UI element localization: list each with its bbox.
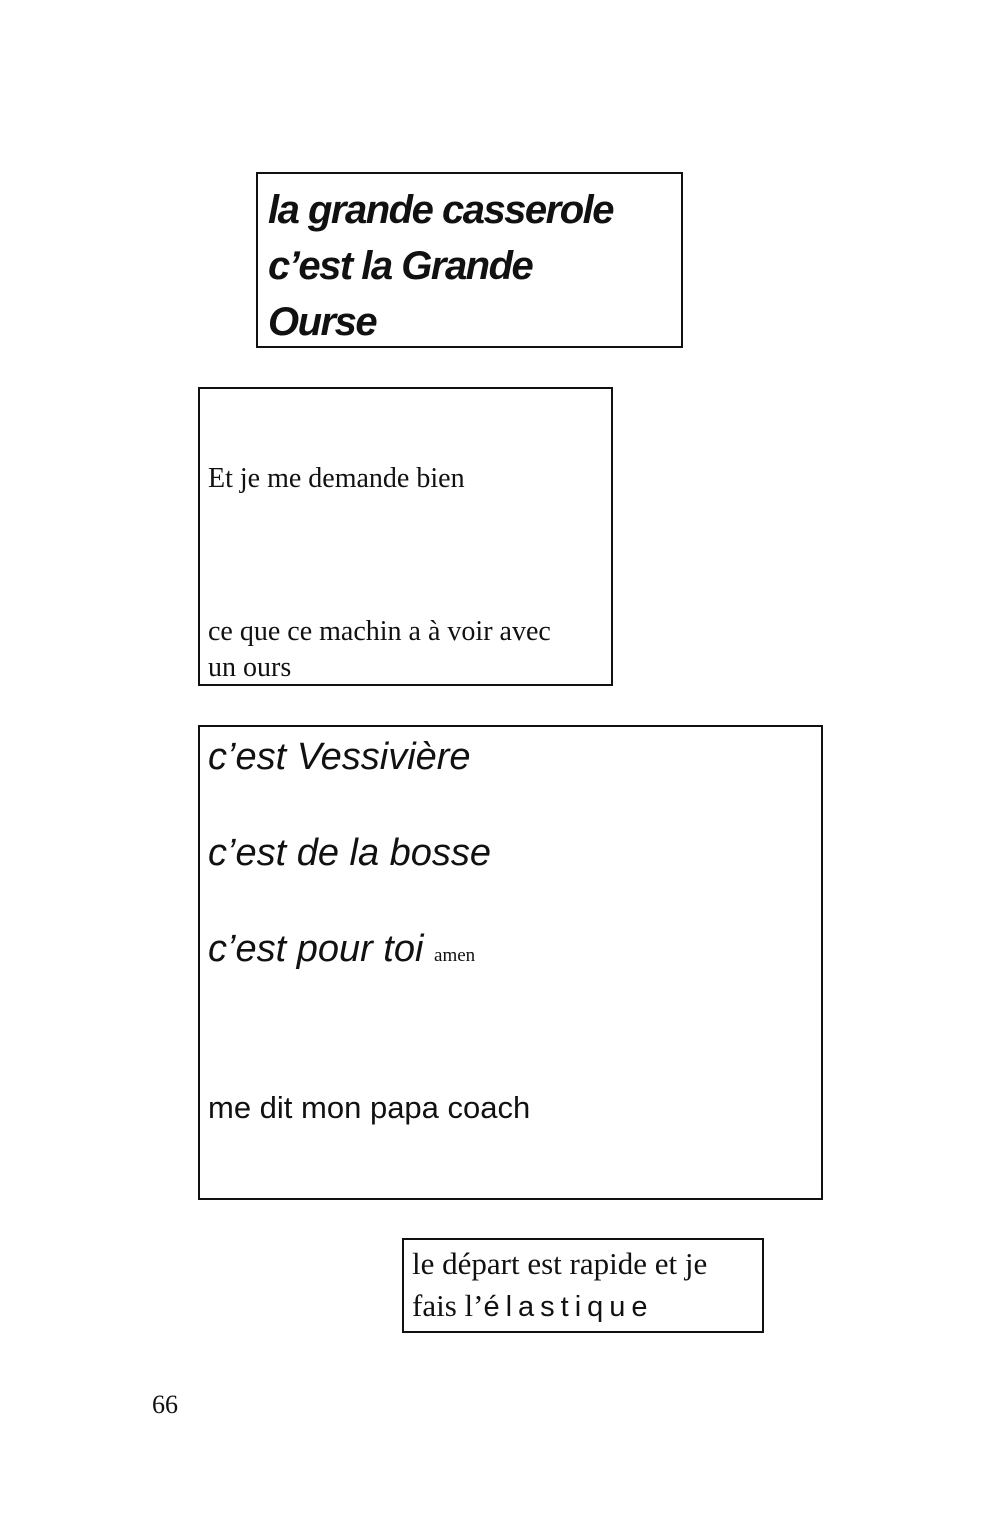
text-box-vessiviere — [198, 725, 823, 1200]
box3-line-2: c’est de la bosse — [208, 832, 492, 874]
box4-line-1: le départ est rapide et je — [412, 1246, 708, 1281]
box2-line-1: Et je me demande bien — [208, 463, 465, 494]
box1-line-1: la grande casserole — [268, 188, 614, 232]
text-box-grande-ourse — [256, 172, 683, 348]
box2-line-2: ce que ce machin a à voir avec — [208, 616, 551, 647]
box3-line-3-amen: amen — [434, 945, 476, 966]
box1-line-2: c’est la Grande — [268, 244, 533, 288]
box3-line-3-main: c’est pour toi — [208, 928, 424, 970]
box2-line-3: un ours — [208, 652, 292, 683]
box1-line-3: Ourse — [268, 300, 377, 344]
box3-line-1: c’est Vessivière — [208, 736, 471, 778]
box4-line-2-prefix: fais l’ — [412, 1288, 484, 1323]
box4-line-2 — [412, 1286, 654, 1327]
text-box-depart — [402, 1238, 764, 1333]
box3-line-3 — [208, 927, 475, 978]
box4-line-2-spaced: élastique — [483, 1291, 654, 1323]
box3-line-4: me dit mon papa coach — [208, 1090, 531, 1125]
text-box-demande — [198, 387, 613, 686]
page-number: 66 — [152, 1390, 178, 1419]
